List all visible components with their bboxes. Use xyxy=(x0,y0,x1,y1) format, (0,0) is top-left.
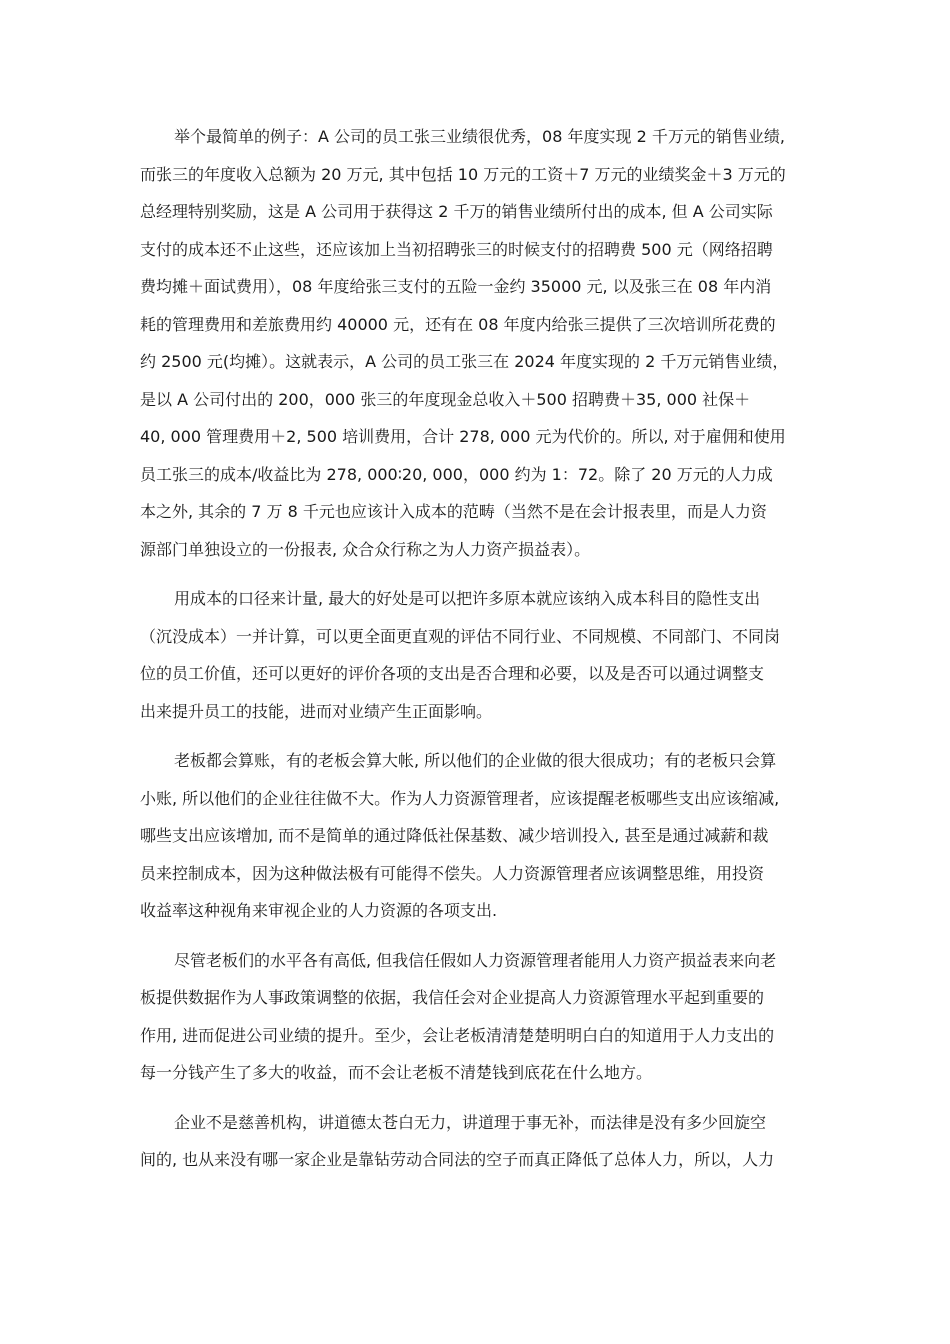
paragraph-cost-measurement xyxy=(140,580,816,730)
text-line: 企业不是慈善机构，讲道德太苍白无力，讲道理于事无补，而法律是没有多少回旋空 xyxy=(174,1112,767,1132)
text-line: 老板都会算账，有的老板会算大帐, 所以他们的企业做的很大很成功；有的老板只会算 xyxy=(174,751,777,770)
text-line: 约 2500 元(均摊）。这就表示，A 公司的员工张三在 2024 年度实现的 2 千万元销售业绩， xyxy=(140,352,789,371)
text-line: 是以 A 公司付出的 200，000 张三的年度现金总收入＋500 招聘费＋35, 000 社保＋ xyxy=(140,389,751,409)
paragraph-enterprise-not-charity xyxy=(140,1104,816,1179)
text-line: 尽管老板们的水平各有高低, 但我信任假如人力资源管理者能用人力资产损益表来向老 xyxy=(174,950,777,970)
text-line: 支付的成本还不止这些，还应该加上当初招聘张三的时候支付的招聘费 500 元（网络招聘 xyxy=(140,239,773,259)
text-line: 小账, 所以他们的企业往往做不大。作为人力资源管理者，应该提醒老板哪些支出应该缩减, xyxy=(140,788,780,808)
paragraph-cost-example xyxy=(140,118,816,568)
text-line: 40, 000 管理费用＋2, 500 培训费用，合计 278, 000 元为代价的。所以, 对于雇佣和使用 xyxy=(140,427,786,446)
text-line: 举个最简单的例子：A 公司的员工张三业绩很优秀，08 年度实现 2 千万元的销售业绩, xyxy=(174,127,785,146)
text-line: 出来提升员工的技能，进而对业绩产生正面影响。 xyxy=(140,701,493,721)
text-line: 板提供数据作为人事政策调整的依据，我信任会对企业提高人力资源管理水平起到重要的 xyxy=(140,988,765,1007)
text-line: 间的, 也从来没有哪一家企业是靠钻劳动合同法的空子而真正降低了总体人力，所以，人力 xyxy=(140,1150,775,1169)
text-line: （沉没成本）一并计算，可以更全面更直观的评估不同行业、不同规模、不同部门、不同岗 xyxy=(140,626,781,646)
text-line: 本之外, 其余的 7 万 8 千元也应该计入成本的范畴（当然不是在会计报表里，而是人力资 xyxy=(140,502,767,521)
document-body xyxy=(140,118,816,1179)
text-line: 员工张三的成本/收益比为 278, 000∶20, 000，000 约为 1：72。除了 20 万元的人力成 xyxy=(140,464,773,484)
text-line: 费均摊＋面试费用），08 年度给张三支付的五险一金约 35000 元, 以及张三在 08 年内消 xyxy=(140,277,772,296)
text-line: 员来控制成本，因为这种做法极有可能得不偿失。人力资源管理者应该调整思维，用投资 xyxy=(140,863,765,883)
paragraph-profit-loss-statement xyxy=(140,942,816,1092)
text-line: 作用, 进而促进公司业绩的提升。至少，会让老板清清楚楚明明白白的知道用于人力支出的 xyxy=(140,1025,775,1045)
paragraph-boss-accounting xyxy=(140,742,816,930)
text-line: 而张三的年度收入总额为 20 万元, 其中包括 10 万元的工资＋7 万元的业绩奖金＋3 万元的 xyxy=(140,164,786,184)
text-line: 收益率这种视角来审视企业的人力资源的各项支出. xyxy=(140,901,498,920)
text-line: 用成本的口径来计量, 最大的好处是可以把许多原本就应该纳入成本科目的隐性支出 xyxy=(174,589,761,608)
text-line: 哪些支出应该增加, 而不是简单的通过降低社保基数、减少培训投入, 甚至是通过减薪和裁 xyxy=(140,826,769,845)
text-line: 耗的管理费用和差旅费用约 40000 元，还有在 08 年度内给张三提供了三次培训所花费的 xyxy=(140,314,776,334)
text-line: 源部门单独设立的一份报表, 众合众行称之为人力资产损益表）。 xyxy=(140,539,591,559)
text-line: 每一分钱产生了多大的收益，而不会让老板不清楚钱到底花在什么地方。 xyxy=(140,1063,653,1082)
text-line: 位的员工价值，还可以更好的评价各项的支出是否合理和必要，以及是否可以通过调整支 xyxy=(140,664,765,683)
text-line: 总经理特别奖励，这是 A 公司用于获得这 2 千万的销售业绩所付出的成本, 但 A 公司实际 xyxy=(140,202,773,221)
